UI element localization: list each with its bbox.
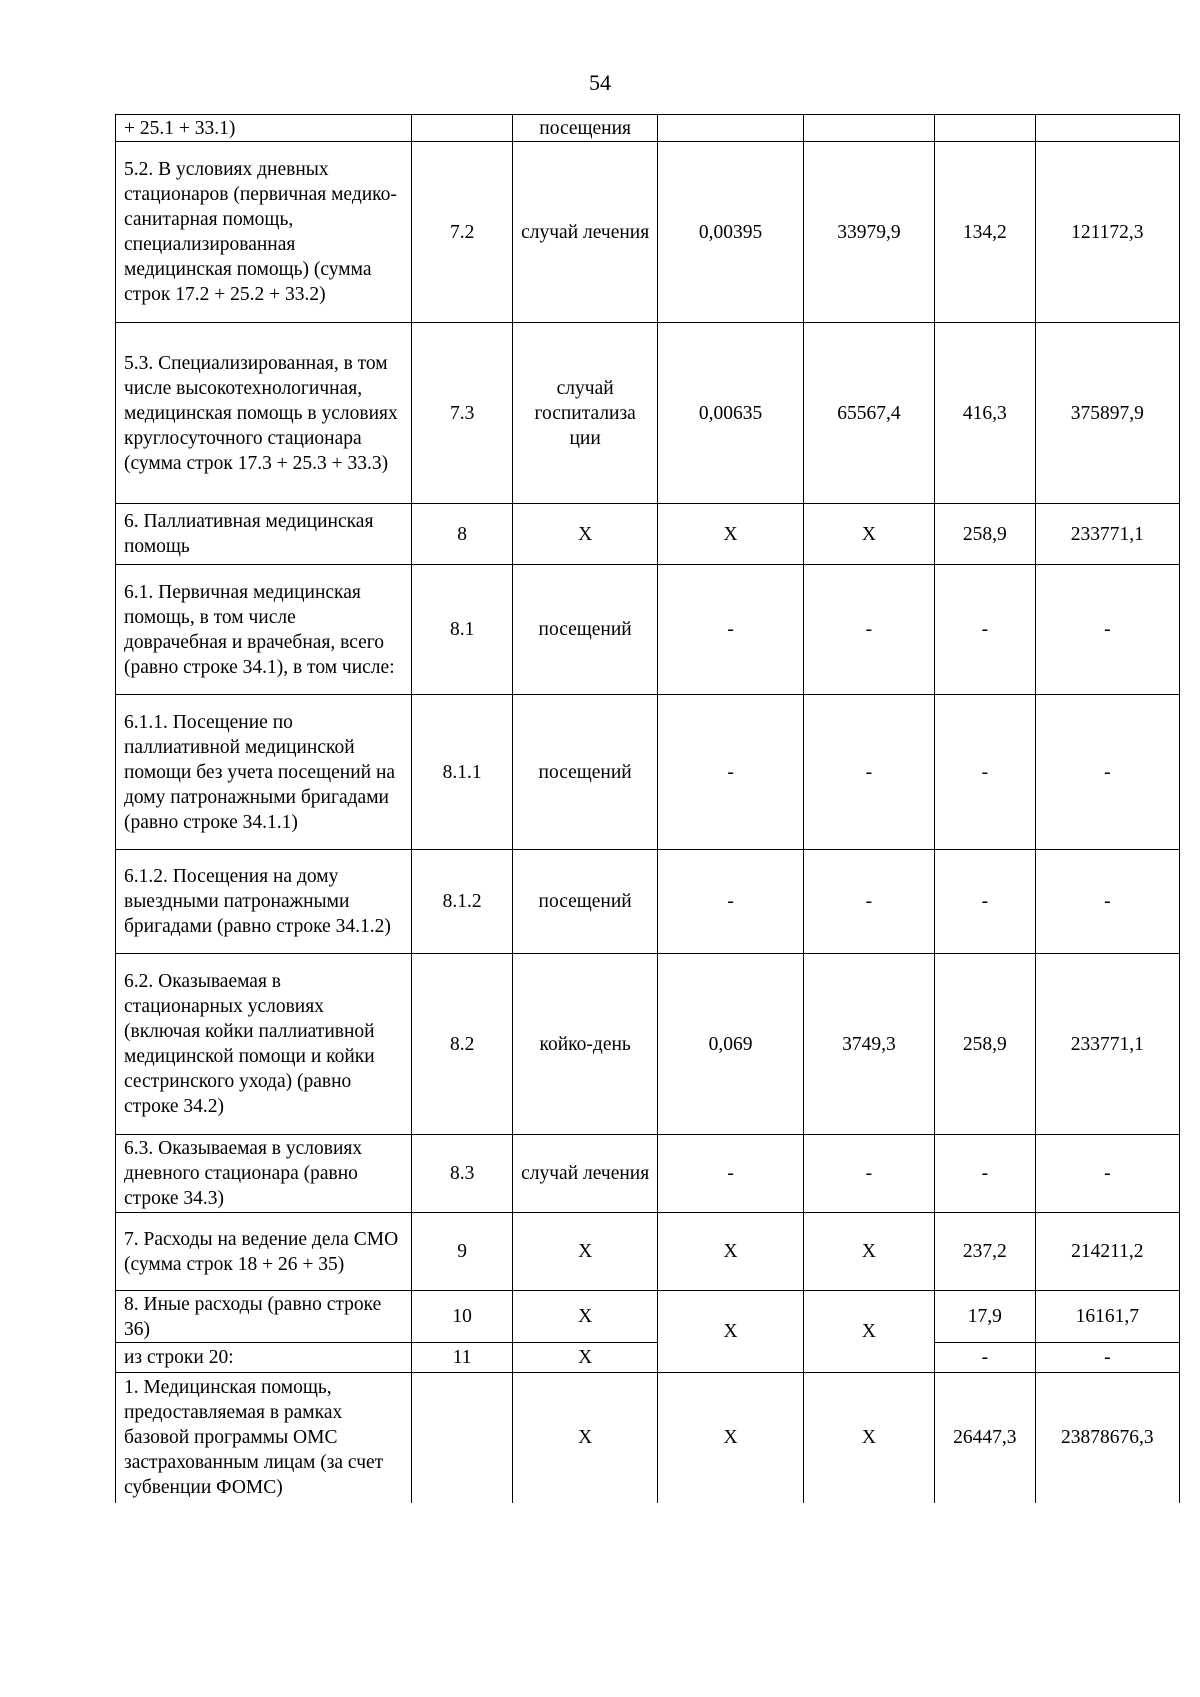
row-value-2: - [803,565,934,695]
row-value-4: - [1035,695,1179,850]
row-value-1: - [658,850,803,954]
row-value-3: 134,2 [935,142,1036,323]
row-value-4: - [1035,565,1179,695]
table-row [116,1135,1180,1213]
row-value-4: - [1035,1135,1179,1213]
row-value-4: 233771,1 [1035,504,1179,565]
table-row [116,695,1180,850]
row-number: 11 [412,1343,513,1373]
data-table [115,114,1180,1503]
row-value-1: Х [658,1291,803,1373]
row-unit: посещения [512,115,657,142]
row-value-3: - [935,1135,1036,1213]
row-unit: посещений [512,565,657,695]
row-value-2: - [803,695,934,850]
row-number: 8.1.1 [412,695,513,850]
row-unit: Х [512,504,657,565]
row-value-3: 258,9 [935,954,1036,1135]
table-row [116,954,1180,1135]
row-value-4 [1035,115,1179,142]
row-number [412,115,513,142]
row-value-4: - [1035,850,1179,954]
row-value-1: 0,069 [658,954,803,1135]
row-value-1: - [658,565,803,695]
row-value-3: 17,9 [935,1291,1036,1343]
table-row [116,1343,1180,1373]
row-number: 8.2 [412,954,513,1135]
row-value-3: 237,2 [935,1213,1036,1291]
row-value-2: Х [803,504,934,565]
row-value-3: - [935,850,1036,954]
row-label: 6.2. Оказываемая в стационарных условиях (включая койки паллиативной медицинской помощи и койки сестринского ухода) (равно строке 34.2) [116,954,412,1135]
row-unit: случай лечения [512,1135,657,1213]
row-value-3 [935,115,1036,142]
row-number: 7.2 [412,142,513,323]
row-unit: посещений [512,850,657,954]
page-number: 54 [589,70,611,95]
row-value-3: - [935,695,1036,850]
row-value-4: 121172,3 [1035,142,1179,323]
row-value-4: 214211,2 [1035,1213,1179,1291]
table-row [116,1213,1180,1291]
table-row [116,565,1180,695]
row-unit: Х [512,1213,657,1291]
table-row [116,504,1180,565]
row-value-3: - [935,1343,1036,1373]
row-value-2: Х [803,1373,934,1503]
row-number: 8 [412,504,513,565]
row-value-1: 0,00395 [658,142,803,323]
row-value-1 [658,115,803,142]
row-value-3: - [935,565,1036,695]
row-unit: Х [512,1343,657,1373]
table-row [116,850,1180,954]
row-label: 6.1.2. Посещения на дому выездными патронажными бригадами (равно строке 34.1.2) [116,850,412,954]
row-value-4: 375897,9 [1035,323,1179,504]
row-unit: случай госпитализа ции [512,323,657,504]
row-number: 8.1 [412,565,513,695]
row-unit: случай лечения [512,142,657,323]
table-row [116,323,1180,504]
row-label: 5.3. Специализированная, в том числе высокотехнологичная, медицинская помощь в условиях круглосуточного стационара (сумма строк 17.3 + 25.3 + 33.3) [116,323,412,504]
table-row [116,1373,1180,1503]
row-label: 6.3. Оказываемая в условиях дневного стационара (равно строке 34.3) [116,1135,412,1213]
row-value-2: 3749,3 [803,954,934,1135]
row-value-1: - [658,1135,803,1213]
row-unit: койко-день [512,954,657,1135]
row-value-2: 33979,9 [803,142,934,323]
table-row [116,1291,1180,1343]
table-row [116,142,1180,323]
row-value-1: 0,00635 [658,323,803,504]
row-value-2: 65567,4 [803,323,934,504]
row-value-2: - [803,1135,934,1213]
row-value-2 [803,115,934,142]
row-value-4: 233771,1 [1035,954,1179,1135]
row-value-1: - [658,695,803,850]
row-value-2: - [803,850,934,954]
row-value-4: - [1035,1343,1179,1373]
row-label: из строки 20: [116,1343,412,1373]
row-value-1: Х [658,504,803,565]
row-label: 6.1.1. Посещение по паллиативной медицинской помощи без учета посещений на дому патронажными бригадами (равно строке 34.1.1) [116,695,412,850]
row-label: 6. Паллиативная медицинская помощь [116,504,412,565]
row-label: 8. Иные расходы (равно строке 36) [116,1291,412,1343]
row-number [412,1373,513,1503]
row-label: 1. Медицинская помощь, предоставляемая в рамках базовой программы ОМС застрахованным лицам (за счет субвенции ФОМС) [116,1373,412,1503]
row-value-3: 258,9 [935,504,1036,565]
row-label: 7. Расходы на ведение дела СМО (сумма строк 18 + 26 + 35) [116,1213,412,1291]
row-label: 6.1. Первичная медицинская помощь, в том числе доврачебная и врачебная, всего (равно строке 34.1), в том числе: [116,565,412,695]
row-value-4: 23878676,3 [1035,1373,1179,1503]
row-number: 8.3 [412,1135,513,1213]
row-label: + 25.1 + 33.1) [116,115,412,142]
row-unit: посещений [512,695,657,850]
row-label: 5.2. В условиях дневных стационаров (первичная медико-санитарная помощь, специализированная медицинская помощь) (сумма строк 17.2 + 25.2 + 33.2) [116,142,412,323]
row-unit: Х [512,1291,657,1343]
row-value-1: Х [658,1373,803,1503]
row-number: 9 [412,1213,513,1291]
row-value-1: Х [658,1213,803,1291]
row-value-3: 416,3 [935,323,1036,504]
row-number: 7.3 [412,323,513,504]
row-value-3: 26447,3 [935,1373,1036,1503]
row-value-2: Х [803,1213,934,1291]
row-number: 10 [412,1291,513,1343]
row-value-4: 16161,7 [1035,1291,1179,1343]
table-row [116,115,1180,142]
row-unit: Х [512,1373,657,1503]
row-number: 8.1.2 [412,850,513,954]
row-value-2: Х [803,1291,934,1373]
